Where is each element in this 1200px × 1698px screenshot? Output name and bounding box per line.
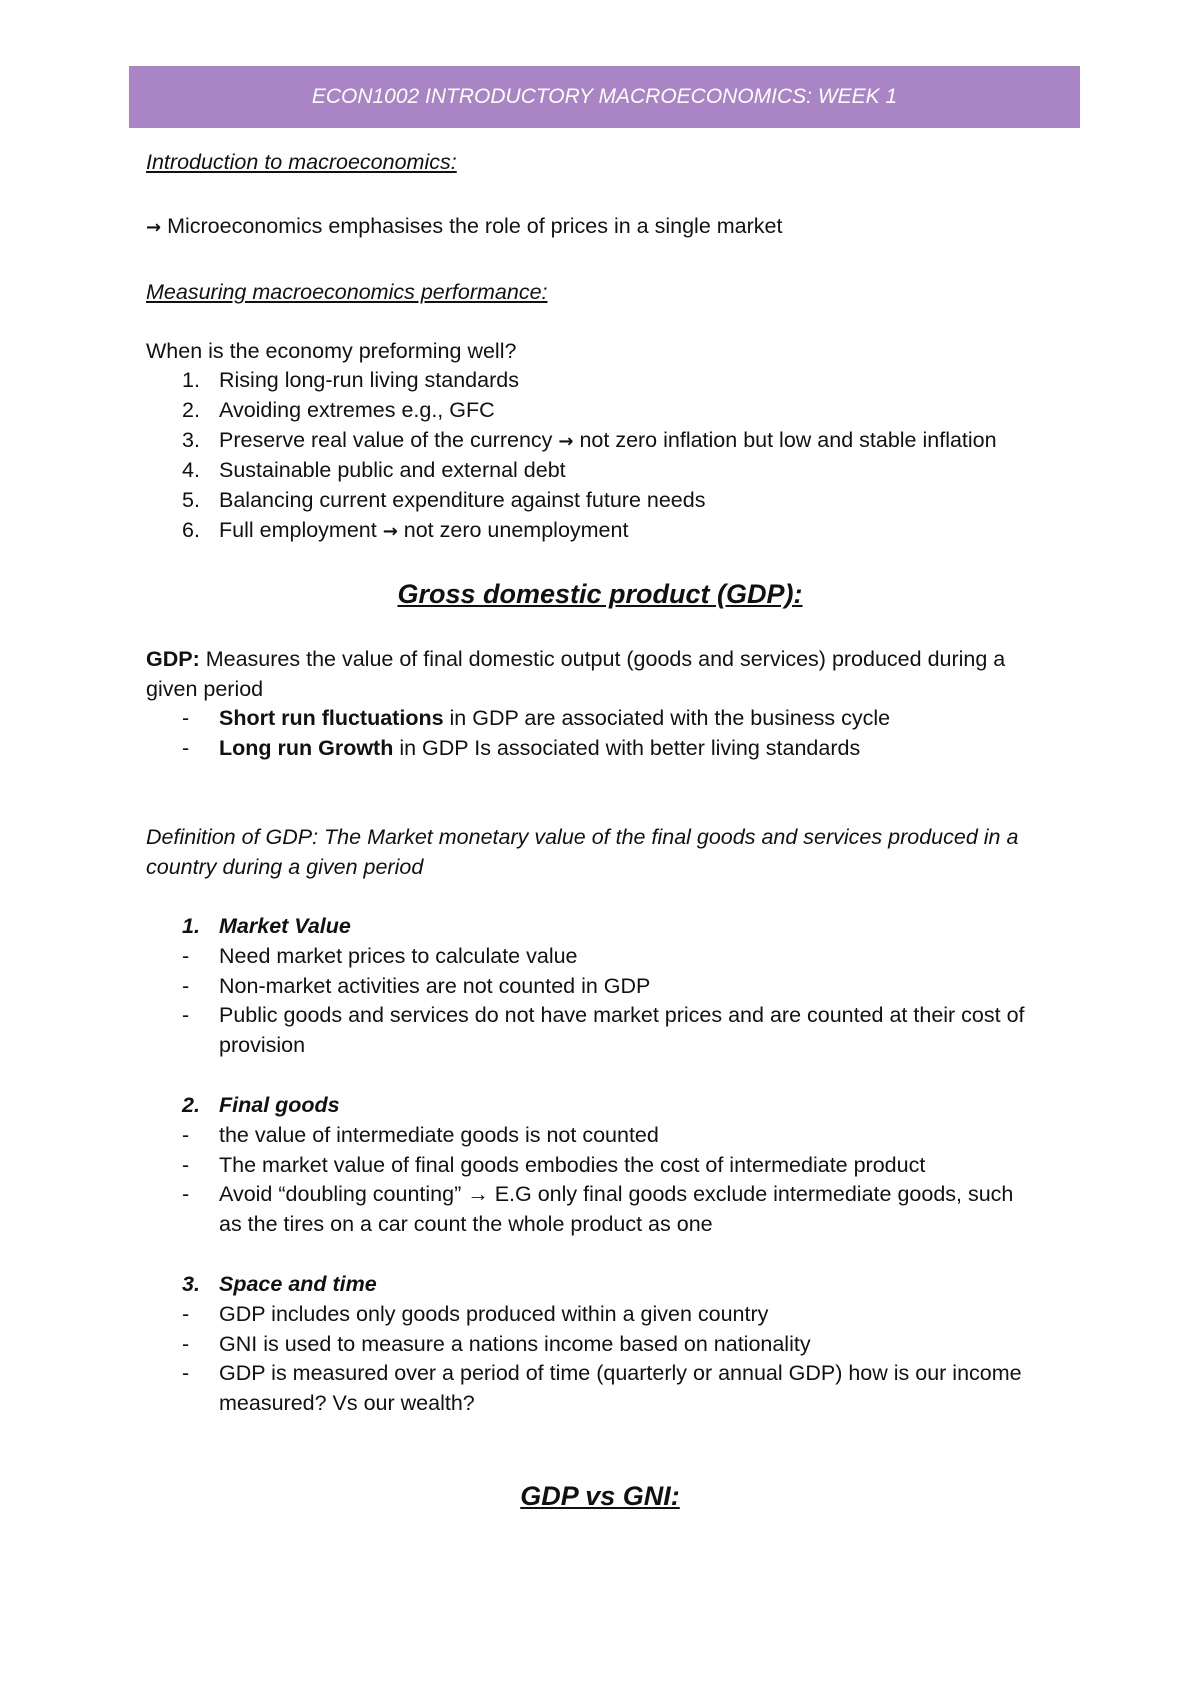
measuring-question: When is the economy preforming well? <box>146 339 517 363</box>
section-title: 3. Space and time <box>182 1272 377 1296</box>
list-item: - Public goods and services do not have market prices and are counted at their cost of provision <box>182 1003 1025 1058</box>
arrow-right-icon: → <box>382 520 398 542</box>
list-item: - GNI is used to measure a nations income based on nationality <box>182 1331 811 1356</box>
section-final-goods <box>146 1091 1076 1240</box>
arrow-right-icon: → <box>558 430 574 452</box>
list-item: - GDP is measured over a period of time (quarterly or annual GDP) how is our income measured? Vs our wealth? <box>182 1361 1022 1416</box>
list-item: - Avoid “doubling counting” → E.G only final goods exclude intermediate goods, such as the tires on a car count the whole product as one <box>182 1182 1014 1237</box>
list-item: 4. Sustainable public and external debt <box>182 458 566 483</box>
intro-line <box>146 212 1076 243</box>
gdp-term: GDP: <box>146 647 200 671</box>
intro-text: Microeconomics emphasises the role of prices in a single market <box>167 214 783 238</box>
list-item: 6. Full employment → not zero unemployment <box>182 517 629 542</box>
list-item: - Long run Growth in GDP Is associated with better living standards <box>182 735 861 760</box>
header-bar <box>129 66 1080 128</box>
gni-heading: GDP vs GNI: <box>520 1481 680 1511</box>
gdp-definition-short: GDP: Measures the value of final domestic output (goods and services) produced during a given period <box>146 647 1006 701</box>
document-title: ECON1002 INTRODUCTORY MACROECONOMICS: WEEK 1 <box>311 85 898 108</box>
list-item: 2. Avoiding extremes e.g., GFC <box>182 397 495 422</box>
list-item: - Non-market activities are not counted in GDP <box>182 973 651 998</box>
section-space-and-time <box>146 1270 1076 1419</box>
intro-heading: Introduction to macroeconomics: <box>146 150 457 174</box>
list-item: 3. Preserve real value of the currency → not zero inflation but low and stable inflation <box>182 427 997 452</box>
performance-list <box>146 366 1076 547</box>
list-item: - Short run fluctuations in GDP are associated with the business cycle <box>182 706 891 730</box>
measuring-heading: Measuring macroeconomics performance: <box>146 280 548 304</box>
gdp-definition-long: Definition of GDP: The Market monetary value of the final goods and services produced in a country during a given period <box>146 825 1019 879</box>
list-item: - the value of intermediate goods is not counted <box>182 1122 659 1147</box>
section-title: 2. Final goods <box>182 1093 340 1117</box>
list-item: 1. Rising long-run living standards <box>182 368 519 392</box>
section-title: 1. Market Value <box>182 914 351 938</box>
section-market-value <box>146 912 1076 1061</box>
arrow-right-icon: → <box>146 217 162 238</box>
gdp-heading: Gross domestic product (GDP): <box>397 579 803 609</box>
list-item: - GDP includes only goods produced within a given country <box>182 1301 769 1326</box>
list-item: 5. Balancing current expenditure against future needs <box>182 488 706 513</box>
list-item: - Need market prices to calculate value <box>182 943 578 968</box>
list-item: - The market value of final goods embodies the cost of intermediate product <box>182 1152 926 1177</box>
gdp-bullets <box>146 704 1076 764</box>
